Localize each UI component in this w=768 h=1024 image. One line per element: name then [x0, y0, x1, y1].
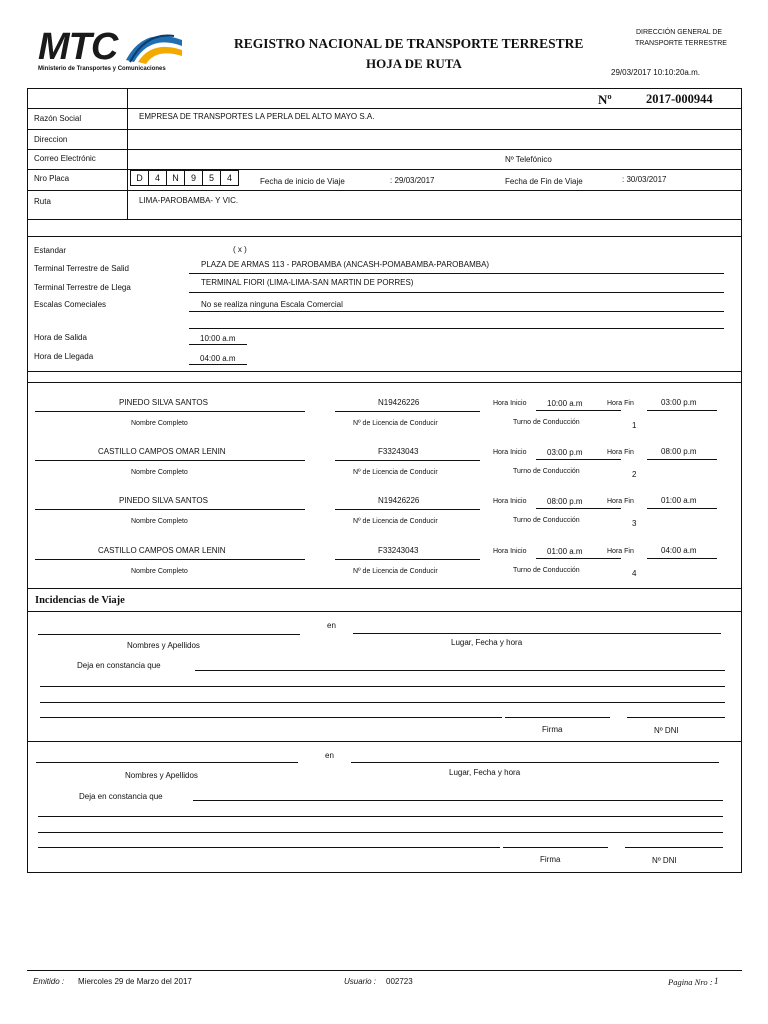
- fecha-fin-label: Fecha de Fin de Viaje: [505, 177, 583, 186]
- dni-caption: Nº DNI: [654, 726, 679, 735]
- telefono-label: Nº Telefónico: [505, 155, 552, 164]
- fecha-fin-value: : 30/03/2017: [622, 175, 667, 184]
- placa-boxes: [130, 170, 240, 188]
- placa-char: 4: [148, 170, 167, 186]
- incident-block: [27, 741, 742, 871]
- turno-caption: Turno de Conducción: [513, 468, 580, 475]
- document-title-line1: REGISTRO NACIONAL DE TRANSPORTE TERRESTRE: [234, 36, 584, 51]
- ruta-value: LIMA-PAROBAMBA- Y VIC.: [139, 196, 239, 205]
- lugar-caption: Lugar, Fecha y hora: [451, 638, 523, 647]
- ruta-label: Ruta: [34, 197, 51, 206]
- correo-label: Correo Electrónic: [34, 154, 96, 163]
- razon-social-value: EMPRESA DE TRANSPORTES LA PERLA DEL ALTO MAYO S.A.: [139, 112, 375, 121]
- lugar-caption: Lugar, Fecha y hora: [449, 768, 521, 777]
- escalas-value: No se realiza ninguna Escala Comercial: [201, 300, 343, 309]
- driver-row: [27, 390, 742, 438]
- fecha-inicio-value: : 29/03/2017: [390, 176, 435, 185]
- agency-name-line2: TRANSPORTE TERRESTRE: [635, 40, 727, 47]
- hora-salida-label: Hora de Salida: [34, 333, 87, 342]
- placa-char: D: [130, 170, 149, 186]
- driver-name: PINEDO SILVA SANTOS: [119, 398, 208, 407]
- escalas-label: Escalas Comeciales: [34, 300, 107, 309]
- driver-license-caption: Nº de Licencia de Conducir: [353, 469, 438, 476]
- driver-name: CASTILLO CAMPOS OMAR LENIN: [98, 447, 226, 456]
- driver-start: 08:00 p.m: [547, 497, 583, 506]
- driver-name-caption: Nombre Completo: [131, 518, 188, 525]
- hora-llegada-value: 04:00 a.m: [200, 354, 236, 363]
- estandar-mark: ( x ): [233, 245, 247, 254]
- llegada-label: Terminal Terrestre de Llega: [34, 283, 131, 292]
- driver-row: [27, 488, 742, 536]
- hora-salida-value: 10:00 a.m: [200, 334, 236, 343]
- hora-llegada-label: Hora de Llegada: [34, 352, 94, 361]
- footer-usuario-label: Usuario :: [344, 977, 377, 986]
- deja-caption: Deja en constancia que: [77, 661, 161, 670]
- driver-name: PINEDO SILVA SANTOS: [119, 496, 208, 505]
- llegada-value: TERMINAL FIORI (LIMA-LIMA-SAN MARTIN DE PORRES): [201, 278, 414, 287]
- placa-char: N: [166, 170, 185, 186]
- hora-inicio-caption: Hora Inicio: [493, 498, 527, 505]
- salida-label: Terminal Terrestre de Salid: [34, 264, 130, 273]
- agency-name-line1: DIRECCIÓN GENERAL DE: [636, 29, 723, 36]
- driver-name-caption: Nombre Completo: [131, 568, 188, 575]
- driver-name: CASTILLO CAMPOS OMAR LENIN: [98, 546, 226, 555]
- driver-turn: 4: [632, 569, 637, 578]
- footer-usuario-value: 002723: [386, 977, 413, 986]
- incidents-title: Incidencias de Viaje: [35, 595, 125, 606]
- driver-turn: 2: [632, 470, 637, 479]
- nombres-caption: Nombres y Apellidos: [125, 771, 198, 780]
- hora-fin-caption: Hora Fin: [607, 449, 634, 456]
- driver-license: N19426226: [378, 398, 420, 407]
- turno-caption: Turno de Conducción: [513, 517, 580, 524]
- record-number-label: Nº: [598, 92, 612, 107]
- drivers-section: [27, 390, 742, 580]
- driver-turn: 1: [632, 421, 637, 430]
- placa-char: 9: [184, 170, 203, 186]
- footer-pagina-label: Pagina Nro :: [668, 977, 713, 987]
- direccion-label: Direccion: [34, 135, 68, 144]
- firma-caption: Firma: [542, 725, 563, 734]
- footer-emitido-label: Emitido :: [33, 977, 65, 986]
- issue-datetime: 29/03/2017 10:10:20a.m.: [611, 68, 700, 77]
- driver-name-caption: Nombre Completo: [131, 420, 188, 427]
- driver-end: 03:00 p.m: [661, 398, 697, 407]
- nombres-caption: Nombres y Apellidos: [127, 641, 200, 650]
- turno-caption: Turno de Conducción: [513, 567, 580, 574]
- razon-social-label: Razón Social: [34, 114, 82, 123]
- footer-pagina-value: 1: [714, 976, 719, 986]
- driver-turn: 3: [632, 519, 637, 528]
- driver-license-caption: Nº de Licencia de Conducir: [353, 518, 438, 525]
- driver-end: 01:00 a.m: [661, 496, 697, 505]
- placa-char: 4: [220, 170, 239, 186]
- dni-caption: Nº DNI: [652, 856, 677, 865]
- hora-inicio-caption: Hora Inicio: [493, 548, 527, 555]
- driver-license: F33243043: [378, 546, 419, 555]
- record-number: 2017-000944: [646, 92, 713, 106]
- document-title-line2: HOJA DE RUTA: [366, 56, 462, 71]
- logo-subtitle: Ministerio de Transportes y Comunicaciones: [38, 66, 166, 72]
- driver-license: F33243043: [378, 447, 419, 456]
- driver-start: 03:00 p.m: [547, 448, 583, 457]
- hora-fin-caption: Hora Fin: [607, 400, 634, 407]
- incident-block: [27, 611, 742, 741]
- placa-char: 5: [202, 170, 221, 186]
- placa-label: Nro Placa: [34, 174, 70, 183]
- en-label: en: [325, 751, 334, 760]
- driver-end: 04:00 a.m: [661, 546, 697, 555]
- turno-caption: Turno de Conducción: [513, 419, 580, 426]
- driver-row: [27, 439, 742, 487]
- estandar-label: Estandar: [34, 246, 67, 255]
- hora-inicio-caption: Hora Inicio: [493, 449, 527, 456]
- driver-license-caption: Nº de Licencia de Conducir: [353, 420, 438, 427]
- logo-text: MTC: [38, 26, 118, 68]
- mtc-logo: [36, 28, 186, 78]
- deja-caption: Deja en constancia que: [79, 792, 163, 801]
- firma-caption: Firma: [540, 855, 561, 864]
- driver-license: N19426226: [378, 496, 420, 505]
- hora-fin-caption: Hora Fin: [607, 548, 634, 555]
- hora-inicio-caption: Hora Inicio: [493, 400, 527, 407]
- salida-value: PLAZA DE ARMAS 113 - PAROBAMBA (ANCASH-POMABAMBA-PAROBAMBA): [201, 260, 490, 269]
- logo-emblem-icon: [124, 30, 184, 64]
- driver-name-caption: Nombre Completo: [131, 469, 188, 476]
- driver-start: 01:00 a.m: [547, 547, 583, 556]
- footer-emitido-value: Miercoles 29 de Marzo del 2017: [78, 977, 192, 986]
- fecha-inicio-label: Fecha de inicio de Viaje: [260, 177, 345, 186]
- driver-license-caption: Nº de Licencia de Conducir: [353, 568, 438, 575]
- driver-start: 10:00 a.m: [547, 399, 583, 408]
- hora-fin-caption: Hora Fin: [607, 498, 634, 505]
- en-label: en: [327, 621, 336, 630]
- driver-end: 08:00 p.m: [661, 447, 697, 456]
- driver-row: [27, 538, 742, 586]
